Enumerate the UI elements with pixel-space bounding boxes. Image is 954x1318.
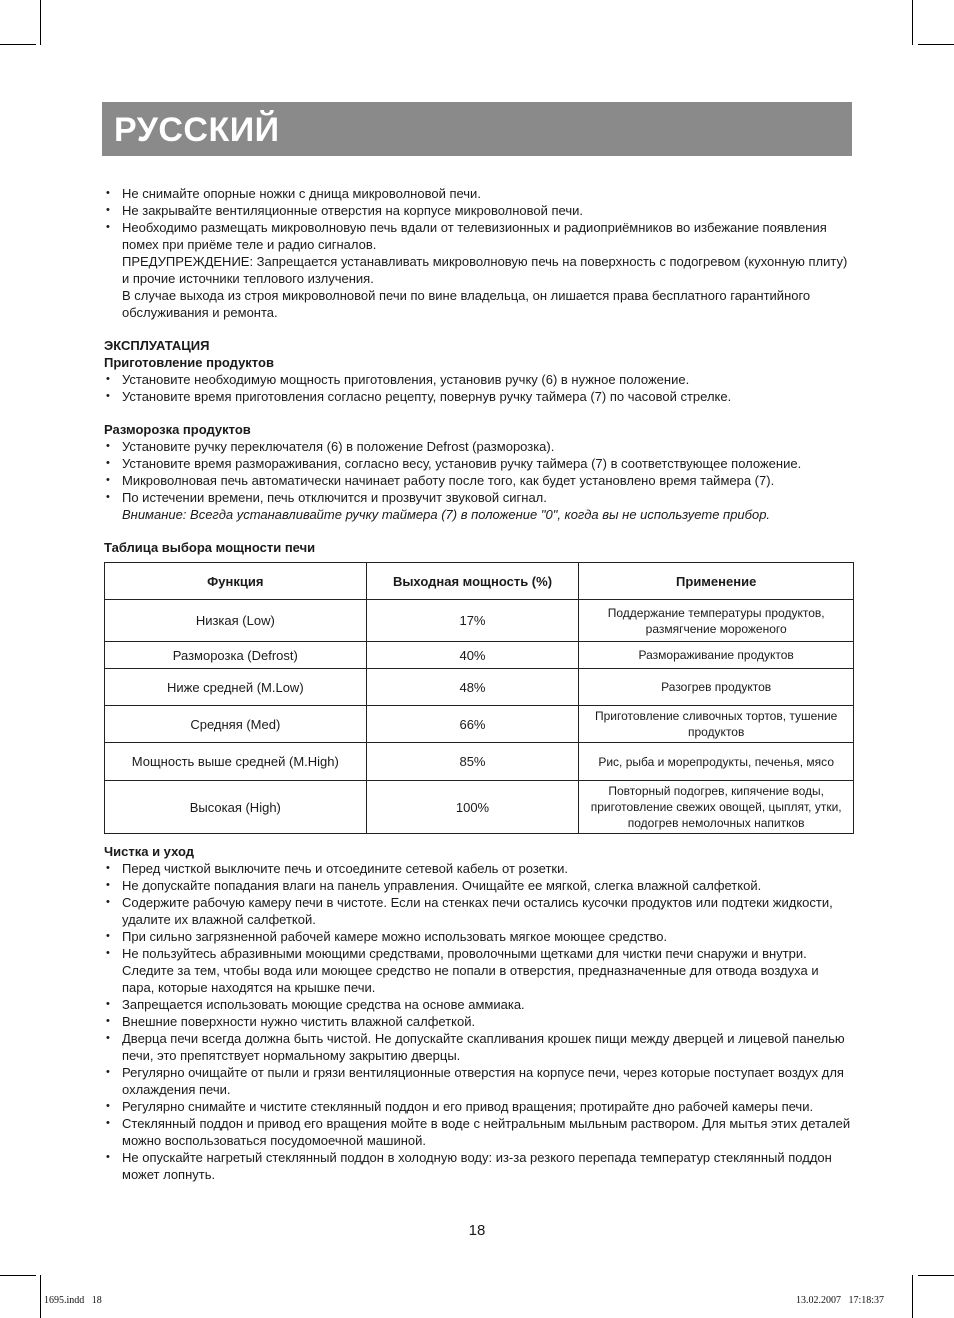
list-item: • Стеклянный поддон и привод его вращения мойте в воде с нейтральным мыльным раствором. Для мытья этих деталей можно воспользоваться посудомоечной машиной. <box>104 1115 854 1149</box>
cell-power: 48% <box>366 669 579 706</box>
cell-power: 66% <box>366 706 579 743</box>
crop-mark <box>0 44 36 45</box>
crop-mark <box>912 0 913 45</box>
cell-power: 85% <box>366 743 579 781</box>
cell-power: 17% <box>366 600 579 642</box>
table-row <box>105 600 854 642</box>
page-title: РУССКИЙ <box>114 111 280 149</box>
intro-list <box>104 185 854 321</box>
table-row <box>105 669 854 706</box>
table-row <box>105 781 854 834</box>
cell-function: Ниже средней (M.Low) <box>105 669 367 706</box>
section-heading-cleaning: Чистка и уход <box>104 844 194 859</box>
list-item: • При сильно загрязненной рабочей камере можно использовать мягкое моющее средство. <box>104 928 854 945</box>
cell-use: Повторный подогрев, кипячение воды, приготовление свежих овощей, цыплят, утки, подогрев немолочных напитков <box>579 781 854 834</box>
list-item: • Регулярно очищайте от пыли и грязи вентиляционные отверстия на корпусе печи, через которые поступает воздух для охлаждения печи. <box>104 1064 854 1098</box>
power-table-heading: Таблица выбора мощности печи <box>104 540 316 555</box>
crop-mark <box>40 1275 41 1318</box>
list-item: • Внешние поверхности нужно чистить влажной салфеткой. <box>104 1013 854 1030</box>
cooking-list <box>104 371 854 405</box>
column-header-power: Выходная мощность (%) <box>366 563 579 600</box>
section-heading-operation: ЭКСПЛУАТАЦИЯ <box>104 338 210 353</box>
list-item: • Не снимайте опорные ножки с днища микроволновой печи. <box>104 185 854 202</box>
list-item: • Установите ручку переключателя (6) в положение Defrost (разморозка). <box>104 438 854 455</box>
table-row <box>105 642 854 669</box>
manual-content <box>104 185 854 1183</box>
subsection-heading-cooking: Приготовление продуктов <box>104 355 274 370</box>
column-header-function: Функция <box>105 563 367 600</box>
cell-use: Приготовление сливочных тортов, тушение продуктов <box>579 706 854 743</box>
crop-mark <box>918 1275 954 1276</box>
list-item: • Установите необходимую мощность приготовления, установив ручку (6) в нужное положение. <box>104 371 854 388</box>
list-item: • Не опускайте нагретый стеклянный поддон в холодную воду: из-за резкого перепада температур стеклянный поддон может лопнуть. <box>104 1149 854 1183</box>
cell-use: Поддержание температуры продуктов, размягчение мороженого <box>579 600 854 642</box>
warning-note: Внимание: Всегда устанавливайте ручку таймера (7) в положение "0", когда вы не используете прибор. <box>122 507 771 522</box>
defrost-list <box>104 438 854 523</box>
cell-power: 40% <box>366 642 579 669</box>
list-item: • Установите время приготовления согласно рецепту, повернув ручку таймера (7) по часовой стрелке. <box>104 388 854 405</box>
table-row <box>105 743 854 781</box>
list-item: • Перед чисткой выключите печь и отсоедините сетевой кабель от розетки. <box>104 860 854 877</box>
print-file-info: 1695.indd 18 <box>44 1295 102 1306</box>
cell-use: Рис, рыба и морепродукты, печенья, мясо <box>579 743 854 781</box>
crop-mark <box>0 1275 36 1276</box>
cell-use: Размораживание продуктов <box>579 642 854 669</box>
list-item: • По истечении времени, печь отключится и прозвучит звуковой сигнал. Внимание: Всегда устанавливайте ручку таймера (7) в положение "0", когда вы не используете прибор. <box>104 489 854 523</box>
column-header-use: Применение <box>579 563 854 600</box>
cell-function: Низкая (Low) <box>105 600 367 642</box>
print-timestamp: 13.02.2007 17:18:37 <box>795 1295 884 1306</box>
list-item: • Микроволновая печь автоматически начинает работу после того, как будет установлено время таймера (7). <box>104 472 854 489</box>
crop-mark <box>40 0 41 45</box>
page-number: 18 <box>468 1222 486 1239</box>
cell-function: Средняя (Med) <box>105 706 367 743</box>
cell-function: Высокая (High) <box>105 781 367 834</box>
language-banner <box>102 102 852 156</box>
list-item: • Не закрывайте вентиляционные отверстия на корпусе микроволновой печи. <box>104 202 854 219</box>
list-item: • Не допускайте попадания влаги на панель управления. Очищайте ее мягкой, слегка влажной салфеткой. <box>104 877 854 894</box>
crop-mark <box>918 44 954 45</box>
list-item: • Содержите рабочую камеру печи в чистоте. Если на стенках печи остались кусочки продуктов или подтеки жидкости, удалите их влажной салфеткой. <box>104 894 854 928</box>
cell-function: Мощность выше средней (M.High) <box>105 743 367 781</box>
list-item: • Регулярно снимайте и чистите стеклянный поддон и его привод вращения; протирайте дно рабочей камеры печи. <box>104 1098 854 1115</box>
power-table <box>104 562 854 834</box>
list-item: • Не пользуйтесь абразивными моющими средствами, проволочными щетками для чистки печи снаружи и внутри. Следите за тем, чтобы вода или моющее средство не попали в отверстия, предназначенные для отвода воздуха и пара, которые находятся на крышке печи. <box>104 945 854 996</box>
list-item: • Запрещается использовать моющие средства на основе аммиака. <box>104 996 854 1013</box>
table-row <box>105 706 854 743</box>
cleaning-list <box>104 860 854 1183</box>
list-item: • Дверца печи всегда должна быть чистой. Не допускайте скапливания крошек пищи между дверцей и лицевой панелью печи, это препятствует нормальному закрытию дверцы. <box>104 1030 854 1064</box>
table-header-row <box>105 563 854 600</box>
cell-power: 100% <box>366 781 579 834</box>
list-item: • Необходимо размещать микроволновую печь вдали от телевизионных и радиоприёмников во избежание появления помех при приёме теле и радио сигналов. ПРЕДУПРЕЖДЕНИЕ: Запрещается устанавливать микроволновую печь на поверхность с подогревом (кухонную плиту) и прочие источники теплового излучения. В случае выхода из строя микроволновой печи по вине владельца, он лишается права бесплатного гарантийного обслуживания и ремонта. <box>104 219 854 321</box>
cell-function: Разморозка (Defrost) <box>105 642 367 669</box>
crop-mark <box>912 1275 913 1318</box>
cell-use: Разогрев продуктов <box>579 669 854 706</box>
list-item: • Установите время размораживания, согласно весу, установив ручку таймера (7) в соответствующее положение. <box>104 455 854 472</box>
subsection-heading-defrost: Разморозка продуктов <box>104 422 251 437</box>
